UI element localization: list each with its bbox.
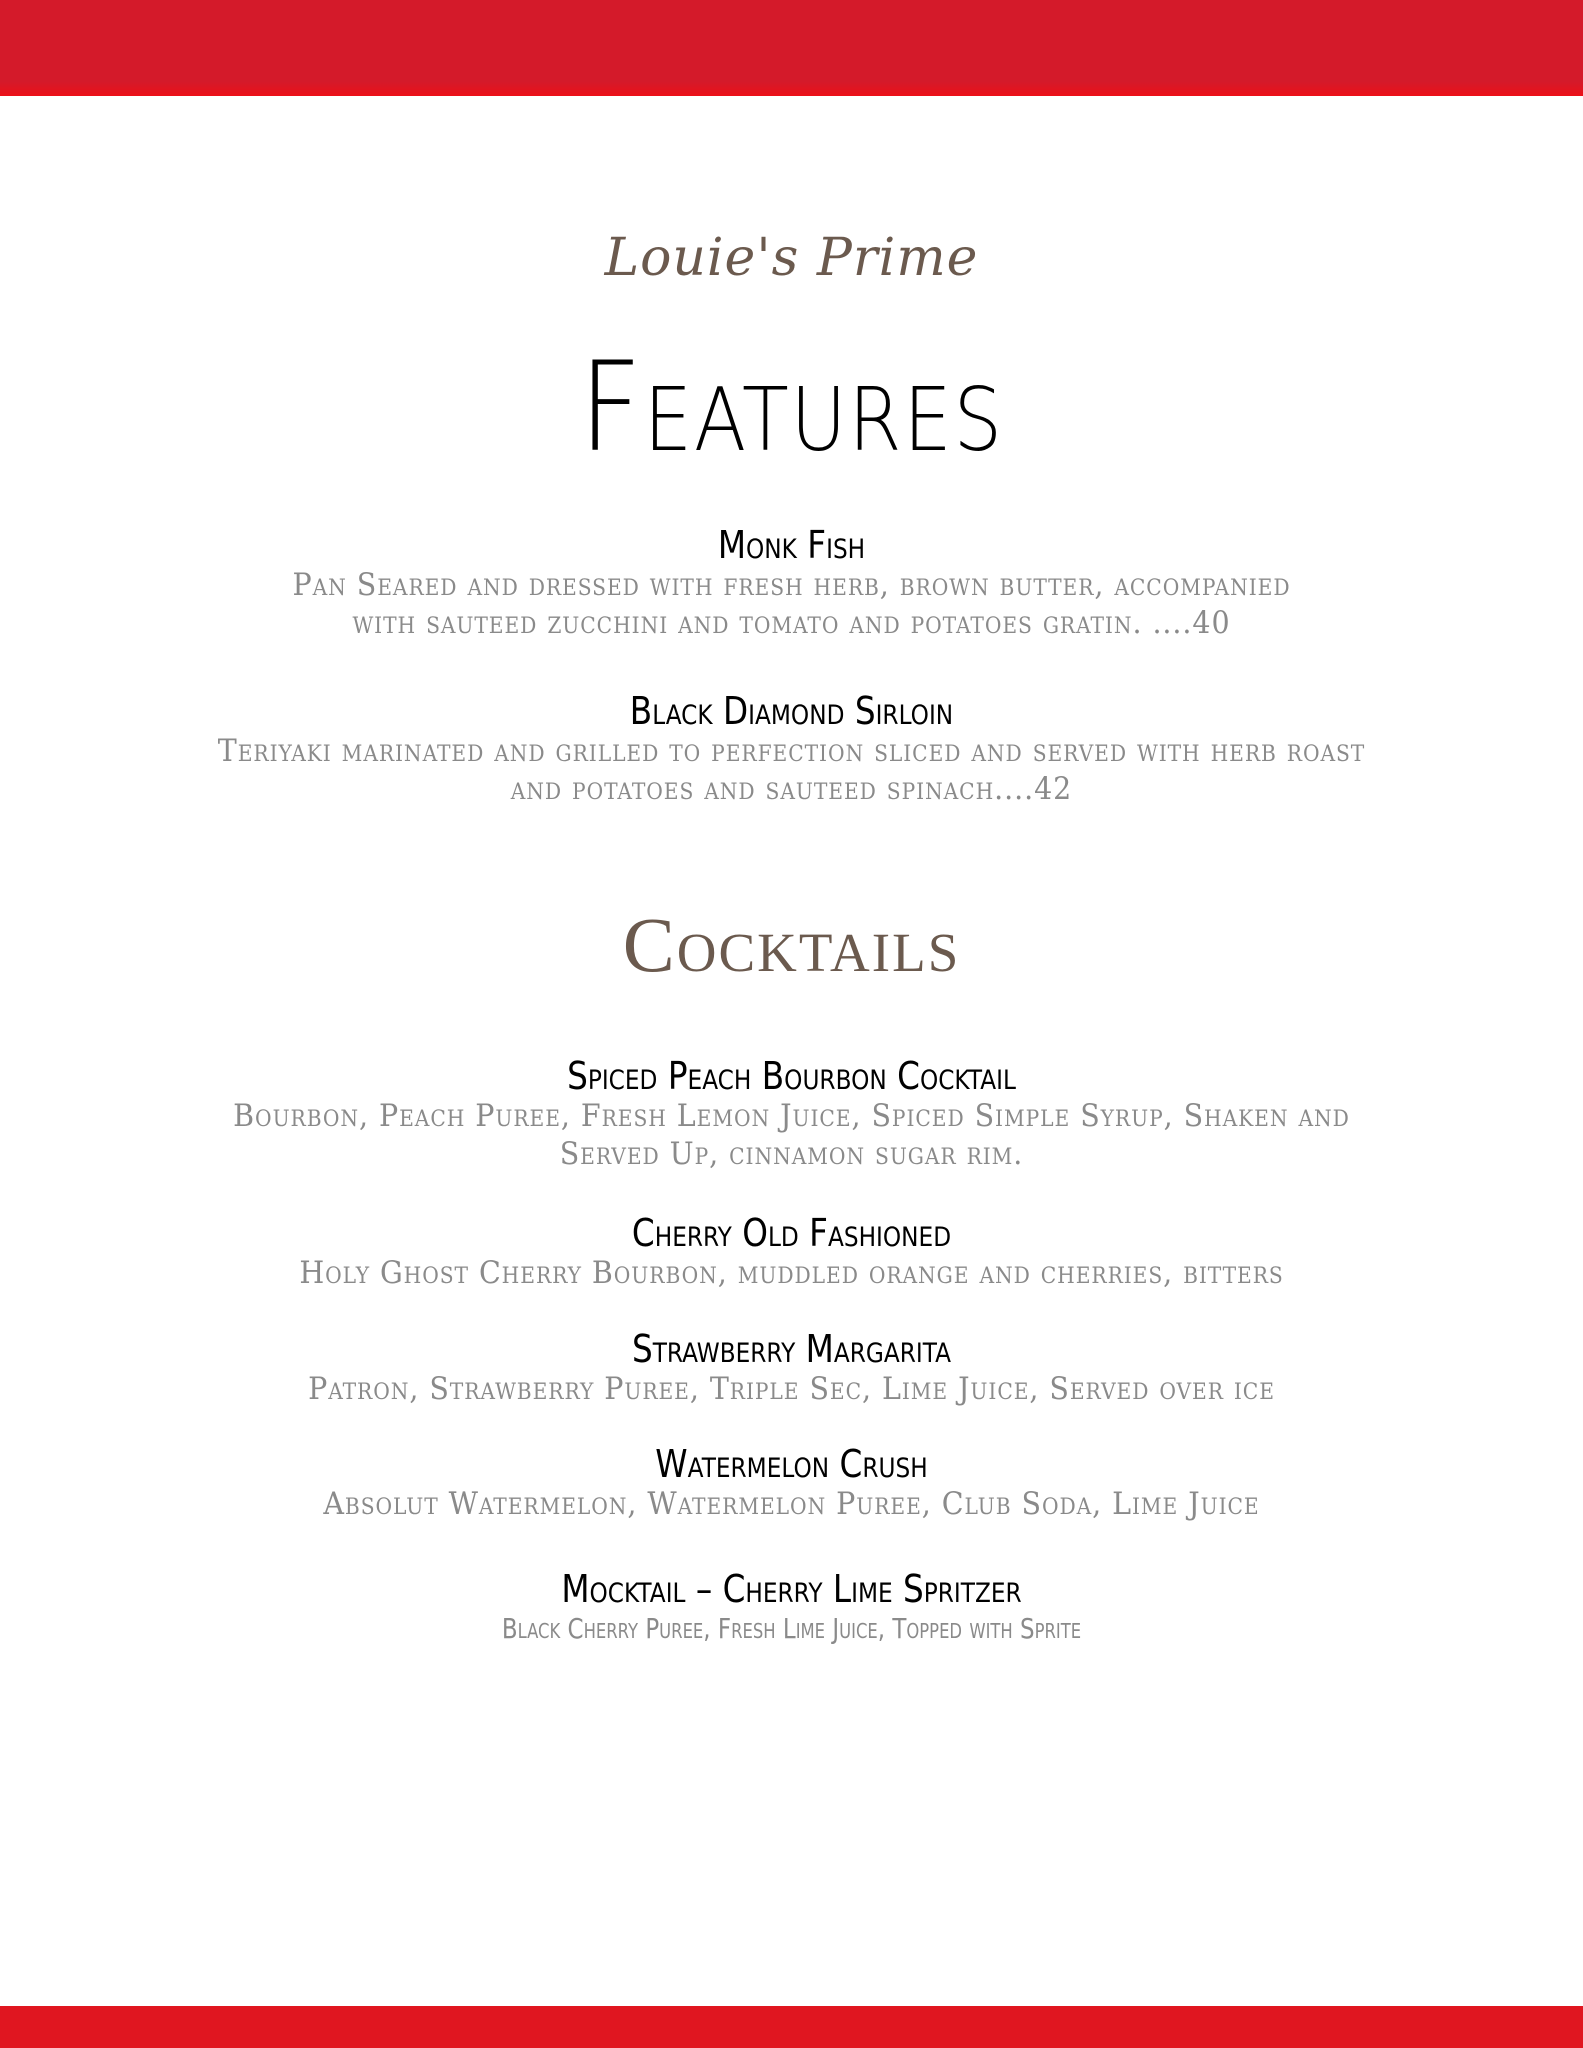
cocktail-item-mocktail-cherry-lime-spritzer: [0, 1568, 1583, 1648]
feature-description-line: Pan Seared and dressed with fresh herb, brown butter, accompanied: [292, 567, 1291, 603]
feature-description-line: and potatoes and sauteed spinach....42: [510, 771, 1073, 807]
cocktail-item-watermelon-crush: [0, 1443, 1583, 1523]
cocktail-description-line: Patron, Strawberry Puree, Triple Sec, Lime Juice, Served over ice: [308, 1371, 1275, 1407]
cocktail-name: Cherry Old Fashioned: [631, 1211, 952, 1255]
cocktails-heading: Cocktails: [622, 901, 961, 988]
feature-description-line: Teriyaki marinated and grilled to perfection sliced and served with herb roast: [217, 733, 1366, 769]
cocktail-item-spiced-peach-bourbon: [0, 1055, 1583, 1173]
cocktail-description-line: Holy Ghost Cherry Bourbon, muddled orange and cherries, bitters: [299, 1255, 1284, 1291]
cocktail-description-line: Black Cherry Puree, Fresh Lime Juice, Topped with Sprite: [501, 1612, 1082, 1645]
page-title: Features: [579, 336, 1004, 480]
cocktail-name: Spiced Peach Bourbon Cocktail: [567, 1054, 1016, 1098]
feature-name: Black Diamond Sirloin: [629, 689, 954, 733]
restaurant-brand: Louie's Prime: [604, 228, 979, 288]
feature-name: Monk Fish: [717, 523, 866, 567]
cocktail-description-line: Absolut Watermelon, Watermelon Puree, Club Soda, Lime Juice: [323, 1486, 1260, 1522]
cocktail-description-line: Bourbon, Peach Puree, Fresh Lemon Juice, Spiced Simple Syrup, Shaken and: [233, 1098, 1350, 1134]
top-red-band: [0, 0, 1583, 96]
feature-description-line: with sauteed zucchini and tomato and potatoes gratin. ....40: [352, 605, 1231, 641]
cocktail-name: Mocktail – Cherry Lime Spritzer: [561, 1567, 1022, 1611]
cocktail-item-cherry-old-fashioned: [0, 1212, 1583, 1292]
bottom-red-band: [0, 2006, 1583, 2048]
feature-item-black-diamond-sirloin: [0, 690, 1583, 808]
feature-item-monk-fish: [0, 524, 1583, 642]
cocktail-name: Watermelon Crush: [655, 1442, 928, 1486]
cocktail-name: Strawberry Margarita: [631, 1327, 951, 1371]
cocktail-description-line: Served Up, cinnamon sugar rim.: [559, 1136, 1024, 1172]
cocktail-item-strawberry-margarita: [0, 1328, 1583, 1408]
